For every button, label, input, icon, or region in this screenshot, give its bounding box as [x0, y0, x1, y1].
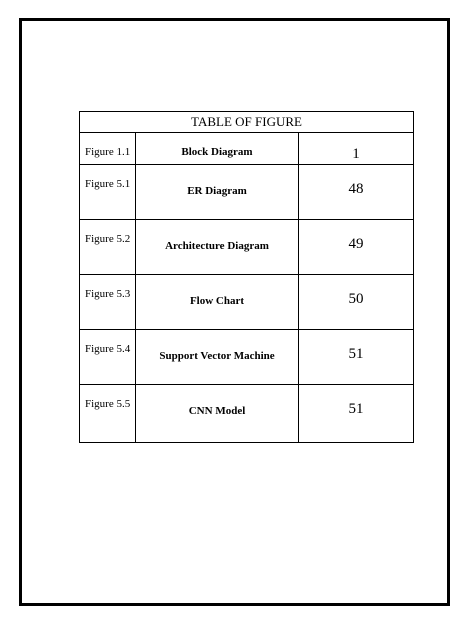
figure-number: Figure 5.4 — [80, 330, 136, 385]
page-number: 50 — [299, 275, 414, 330]
table-row — [80, 220, 414, 275]
table-title-row — [80, 112, 414, 133]
table-row — [80, 385, 414, 443]
figure-name: ER Diagram — [136, 165, 299, 220]
figure-name: Flow Chart — [136, 275, 299, 330]
page-number: 1 — [299, 133, 414, 165]
figure-number: Figure 5.3 — [80, 275, 136, 330]
table-title: TABLE OF FIGURE — [80, 112, 414, 133]
table-of-figures — [79, 111, 414, 443]
page-number: 49 — [299, 220, 414, 275]
figure-name: Block Diagram — [136, 133, 299, 165]
figure-number: Figure 5.2 — [80, 220, 136, 275]
page-number: 51 — [299, 330, 414, 385]
figure-number: Figure 5.1 — [80, 165, 136, 220]
table-row — [80, 330, 414, 385]
table-row — [80, 165, 414, 220]
figure-name: CNN Model — [136, 385, 299, 443]
page-number: 48 — [299, 165, 414, 220]
figure-name: Architecture Diagram — [136, 220, 299, 275]
table-row — [80, 275, 414, 330]
figure-number: Figure 5.5 — [80, 385, 136, 443]
table-row — [80, 133, 414, 165]
figure-name: Support Vector Machine — [136, 330, 299, 385]
figure-number: Figure 1.1 — [80, 133, 136, 165]
page-number: 51 — [299, 385, 414, 443]
